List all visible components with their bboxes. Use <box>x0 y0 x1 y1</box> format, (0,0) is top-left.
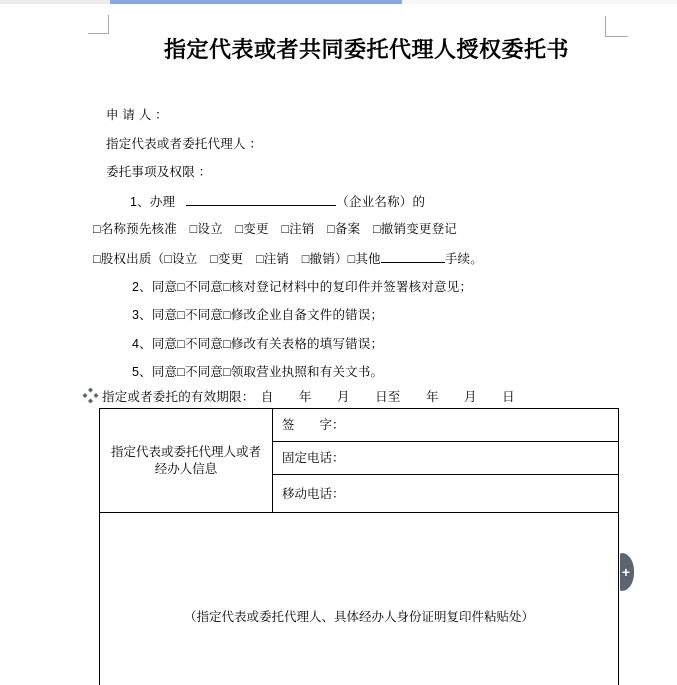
signature-cell: 签 字： <box>282 418 345 432</box>
window-top-edge <box>0 0 677 4</box>
landline-phone-cell: 固定电话： <box>282 451 345 465</box>
left-header-line1: 指定代表或委托代理人或者 <box>110 444 261 459</box>
checkbox-line2-prefix: □股权出质（□设立 □变更 □注销 □撤销）□其他 <box>93 252 381 266</box>
item1-line <box>130 193 425 210</box>
other-matter-blank <box>381 250 445 263</box>
mobile-phone-cell: 移动电话： <box>282 487 345 501</box>
text-boundary-mark-top-left <box>88 15 109 34</box>
table-row-divider-2 <box>272 474 618 475</box>
agent-info-table <box>99 408 619 685</box>
table-move-handle-icon[interactable] <box>82 387 99 404</box>
four-way-move-icon <box>82 387 99 404</box>
item5-line: 5、同意□不同意□领取营业执照和有关文书。 <box>132 365 384 379</box>
top-edge-right-segment <box>402 0 677 4</box>
side-add-tab-button[interactable] <box>620 553 634 591</box>
plus-icon: + <box>621 564 631 580</box>
id-copy-paste-area-cell: （指定代表或委托代理人、具体经办人身份证明复印件粘贴处） <box>183 610 534 624</box>
table-column-divider <box>272 409 273 512</box>
checkbox-line-1: □名称预先核准 □设立 □变更 □注销 □备案 □撤销变更登记 <box>93 222 458 236</box>
checkbox-line-2 <box>93 250 483 267</box>
left-header-line2: 经办人信息 <box>154 461 218 476</box>
top-edge-accent-bar <box>110 0 402 4</box>
top-edge-left-segment <box>0 0 110 4</box>
item2-line: 2、同意□不同意□核对登记材料中的复印件并签署核对意见； <box>132 280 473 294</box>
table-left-header-cell <box>100 409 272 512</box>
item4-line: 4、同意□不同意□修改有关表格的填写错误； <box>132 337 384 351</box>
table-row-divider-1 <box>272 441 618 442</box>
agent-line: 指定代表或者委托代理人 ： <box>106 137 263 151</box>
authority-line: 委托事项及权限 ： <box>106 165 212 179</box>
item1-suffix: （企业名称）的 <box>336 195 426 209</box>
validity-period-line: 指定或者委托的有效期限： 自 年 月 日至 年 月 日 <box>102 390 515 404</box>
document-title: 指定代表或者共同委托代理人授权委托书 <box>163 37 569 62</box>
checkbox-line2-suffix: 手续。 <box>444 252 483 266</box>
applicant-line: 申 请 人 ： <box>106 108 168 122</box>
item1-prefix: 1、办理 <box>130 195 176 209</box>
enterprise-name-blank <box>186 193 336 206</box>
item3-line: 3、同意□不同意□修改企业自备文件的错误； <box>132 308 384 322</box>
